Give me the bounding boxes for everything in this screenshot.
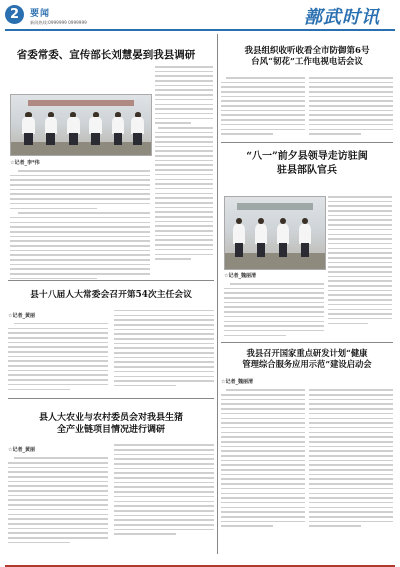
headline-line: 省委常委、宣传部长刘慧晏到我县调研 [16, 49, 196, 61]
article-headline [8, 34, 204, 62]
masthead: 鄯武时讯 [304, 7, 380, 28]
headline-line: 我县召开国家重点研发计划“健康 [246, 348, 368, 358]
photo-backdrop [28, 100, 134, 106]
article-headline [8, 402, 214, 436]
headline-line: “八一”前夕县领导走访驻闽 [246, 151, 368, 162]
section-divider [8, 280, 214, 281]
headline-line: 管理综合服务应用示范”建设启动会 [242, 359, 372, 370]
article-caption: ☆记者_李*伟 [10, 160, 40, 166]
article-body [155, 66, 213, 276]
headline-line: 县十八届人大常委会召开第54次主任会议 [30, 290, 192, 300]
section-name: 要闻 [30, 9, 51, 19]
article-body [8, 457, 108, 557]
article-body [8, 323, 108, 403]
photo-troop-visit [224, 196, 326, 270]
headline-line: 驻县部队官兵 [277, 164, 337, 176]
section-divider [8, 398, 214, 399]
article-headline [221, 346, 393, 370]
photo-person [45, 112, 58, 145]
headline-line: 县人大农业与农村委员会对我县生猪 [38, 413, 183, 423]
article-body [114, 310, 214, 398]
section-divider [221, 142, 393, 143]
article-body [224, 283, 324, 345]
article-caption: ☆记者_黄丽 [8, 447, 35, 454]
article-body [10, 170, 150, 288]
headline-line: 全产业链项目情况进行调研 [56, 425, 165, 436]
photo-person [131, 112, 144, 145]
article-caption: ☆记者_魏丽清 [221, 379, 253, 386]
article-aug1-visit-body [224, 270, 324, 345]
article-caption: ☆记者_黄丽 [8, 312, 35, 319]
article-npc-meeting [8, 284, 214, 403]
article-pig-industry [8, 402, 214, 557]
article-body [221, 389, 393, 539]
header-meta: 新闻热线:0999999 0999999 [30, 20, 87, 25]
article-health-program [221, 346, 393, 539]
section-divider [221, 342, 393, 343]
photo-person [22, 112, 35, 145]
photo-backdrop [237, 203, 313, 210]
article-aug1-visit [221, 146, 393, 177]
article-ministerial-visit-body-col2 [155, 62, 213, 276]
page-number: 2 [5, 5, 24, 24]
article-headline [8, 284, 214, 302]
photo-person [255, 218, 267, 258]
article-headline [221, 34, 393, 69]
article-headline [221, 146, 393, 177]
article-ministerial-visit [8, 34, 204, 62]
photo-person [299, 218, 311, 258]
headline-line: 台风“韧花”工作电视电话会议 [251, 57, 363, 68]
photo-officials-visit [10, 94, 152, 156]
photo-person [277, 218, 289, 258]
column-divider [217, 34, 218, 554]
header-rule [5, 29, 395, 31]
article-typhoon-meeting [221, 34, 393, 141]
article-ministerial-visit-body [10, 157, 150, 288]
headline-line: 我县组织收听收看全市防御第6号 [244, 46, 370, 56]
article-caption: ☆记者_魏丽清 [224, 273, 256, 279]
photo-person [67, 112, 80, 145]
photo-person [89, 112, 102, 145]
photo-person [112, 112, 125, 145]
article-body [328, 196, 392, 336]
article-body [114, 444, 214, 552]
photo-person [233, 218, 245, 258]
article-body [221, 77, 393, 141]
article-aug1-visit-body-col [328, 196, 392, 336]
